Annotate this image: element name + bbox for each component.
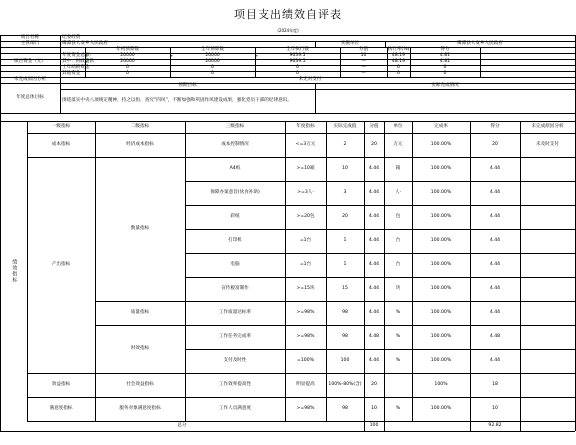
unfinished-reason xyxy=(520,397,575,421)
actual-value: 98 xyxy=(342,334,348,340)
actual-value: 15 xyxy=(342,286,348,292)
funds-cell: 0 xyxy=(296,71,299,77)
level1-satisfaction: 满意度指标 xyxy=(49,406,73,412)
project-name-value: 纪委经费 xyxy=(62,35,81,41)
score-max: 4.44 xyxy=(368,238,380,244)
unfinished-reason: 未及时支付 xyxy=(536,142,559,148)
annual-target: =1台 xyxy=(299,238,312,244)
unfinished-reason xyxy=(520,181,575,205)
level3-indicator: 成本控制情况 xyxy=(221,142,249,148)
funds-cell: 0 xyxy=(397,65,400,71)
cell-marker-icon xyxy=(171,55,173,57)
perf-header-1: 二级指标 xyxy=(130,124,150,130)
level2-social: 社会效益指标 xyxy=(126,382,154,388)
grid-line xyxy=(470,121,471,421)
unit: % xyxy=(395,334,401,340)
grid-line xyxy=(285,121,286,421)
annual-target: =100% xyxy=(297,358,314,364)
annual-target: >=15块 xyxy=(296,286,315,292)
unit: 人· xyxy=(394,190,402,196)
completion-rate: 100.00% xyxy=(430,166,452,172)
grid-line xyxy=(0,431,575,432)
funds-cell: 0 xyxy=(296,65,299,71)
grid-line xyxy=(255,47,256,77)
grid-line xyxy=(315,83,316,113)
project-name-label: 项目名称 xyxy=(20,35,40,41)
score: 10 xyxy=(492,406,498,412)
grid-line xyxy=(170,47,171,77)
grid-line xyxy=(520,421,521,431)
level3-indicator: 彩纸 xyxy=(230,214,240,220)
score: 4.44 xyxy=(489,190,501,196)
level3-indicator: 打印机 xyxy=(228,238,242,244)
reason-label: 未完成原因分析 xyxy=(13,77,47,83)
unfinished-reason xyxy=(520,349,575,373)
funds-cell: 20000 xyxy=(120,59,135,65)
funds-cell: 0 xyxy=(126,71,129,77)
unit: % xyxy=(395,358,401,364)
grid-line xyxy=(384,421,385,431)
score-max: 4.44 xyxy=(368,166,380,172)
level1-benefit: 效益指标 xyxy=(51,382,71,388)
funds-row-label: 其他资金 xyxy=(62,71,81,77)
funds-cell: 0 xyxy=(211,65,214,71)
funds-cell: 0 xyxy=(126,65,129,71)
unfinished-reason xyxy=(520,253,575,277)
unfinished-reason xyxy=(520,157,575,181)
perf-header-4: 实际完成值 xyxy=(333,124,357,130)
score-max: 4.44 xyxy=(368,190,380,196)
funds-header-5: 得分 xyxy=(440,47,450,53)
funds-cell: 0 xyxy=(211,71,214,77)
annual-target: >=20包 xyxy=(296,214,315,220)
grid-line xyxy=(520,121,521,421)
level2-quality: 质量指标 xyxy=(130,310,150,316)
actual-completion-text xyxy=(315,89,575,113)
completion-rate: 100.00% xyxy=(430,214,452,220)
funds-header-0: 年初预算数 xyxy=(116,47,139,53)
score-max: 20 xyxy=(371,142,377,148)
level3-indicator: A4纸 xyxy=(229,166,241,172)
perf-header-8: 得分 xyxy=(490,124,500,130)
funds-header-4: 执行率(%) xyxy=(387,47,410,53)
perf-header-3: 年度指标 xyxy=(296,124,315,130)
grid-line xyxy=(364,421,365,431)
grid-line xyxy=(95,121,96,421)
perf-header-9: 未完成原因分析 xyxy=(531,124,564,130)
funds-cell: 20000 xyxy=(205,59,220,65)
funds-header-2: 全年执行数 xyxy=(286,47,309,53)
level2-service: 服务对象满意度指标 xyxy=(119,406,161,412)
completion-rate: 100.00% xyxy=(430,238,452,244)
impl-label: 实施单位 xyxy=(340,41,360,47)
level3-indicator: 宣传板富制作 xyxy=(221,286,249,292)
completion-rate: 100% xyxy=(434,382,448,388)
grid-line xyxy=(480,47,481,77)
actual-value: 2 xyxy=(343,142,347,148)
cell-marker-icon xyxy=(256,55,258,57)
annual-target: <=3万元 xyxy=(295,142,316,148)
level2-quantity: 数量指标 xyxy=(130,226,150,232)
completion-rate: 100.00% xyxy=(430,262,452,268)
score: 4.44 xyxy=(489,358,501,364)
unit xyxy=(384,373,412,397)
level2-econ_cost: 经济成本指标 xyxy=(126,142,154,148)
funds-row-label: 其中：财政拨款 xyxy=(62,59,95,65)
actual-completion-header: 实际完成情况 xyxy=(431,83,459,89)
score-max: 4.44 xyxy=(368,358,380,364)
expected-goal-header: 预期目标 xyxy=(178,83,197,89)
grid-line xyxy=(410,47,411,77)
unfinished-reason xyxy=(520,301,575,325)
unit: 箱 xyxy=(395,166,401,172)
completion-rate: 100.00% xyxy=(430,334,452,340)
score-max: 4.48 xyxy=(368,334,380,340)
annual-target: >=3人· xyxy=(297,190,314,196)
funds-cell: — xyxy=(361,71,366,77)
unfinished-reason xyxy=(520,277,575,301)
perf-header-2: 三级指标 xyxy=(225,124,245,130)
level3-indicator: 工作效率提高性 xyxy=(218,382,252,388)
unit: % xyxy=(395,310,401,316)
expected-goal-text: 围绕落实中央八项规定精神，持之以恒，查究“四风”，不断加强和巩固作风建设成果，强化党员干部的纪律意识。 xyxy=(62,98,292,104)
score: 20 xyxy=(492,142,498,148)
score-max: 4.44 xyxy=(368,262,380,268)
unfinished-reason xyxy=(520,325,575,349)
grid-line xyxy=(340,47,341,77)
grid-line xyxy=(0,113,575,114)
dept-label: 主管部门 xyxy=(20,41,40,47)
funds-cell: — xyxy=(361,65,366,71)
actual-value: 98 xyxy=(342,406,348,412)
funds-cell: 48.19 xyxy=(391,53,406,59)
funds-cell: 10 xyxy=(360,53,367,59)
score: 4.44 xyxy=(489,310,501,316)
level3-indicator: 支付及时性 xyxy=(223,358,247,364)
grid-line xyxy=(470,421,471,431)
perf-header-6: 单位 xyxy=(393,124,403,130)
unfinished-reason xyxy=(520,373,575,397)
score-max: 10 xyxy=(371,406,377,412)
funds-cell: 4.81 xyxy=(439,53,451,59)
level3-indicator: 保障办案意旨(伙食补助) xyxy=(210,190,260,196)
grid-line xyxy=(27,121,28,421)
level3-indicator: 工作质量达标率 xyxy=(218,310,252,316)
funds-row-label: 年度资金总额： xyxy=(62,53,95,59)
actual-value: 100%-80%(含) xyxy=(328,382,362,388)
funds-row-label: 上年结转资金 xyxy=(62,65,90,71)
actual-value: 1 xyxy=(343,262,347,268)
completion-rate: 100.00% xyxy=(430,286,452,292)
annual-target: >=98% xyxy=(296,310,315,316)
funds-cell: 20000 xyxy=(205,53,220,59)
score: 4.44 xyxy=(489,286,501,292)
funds-cell: 9639.5 xyxy=(289,59,306,65)
grid-line xyxy=(364,121,365,421)
perf-header-7: 完成率 xyxy=(434,124,448,130)
grid-line xyxy=(60,83,61,113)
unpaid-note: 未无对支付 xyxy=(298,77,322,83)
score-max: 4.44 xyxy=(368,214,380,220)
actual-value: 100 xyxy=(340,358,350,364)
grid-line xyxy=(0,35,1,431)
funds-section-label: 项目资金（元） xyxy=(13,59,47,65)
completion-rate: 100.00% xyxy=(430,142,452,148)
funds-cell: 9639.5 xyxy=(289,53,306,59)
perf-header-5: 分值 xyxy=(369,124,379,130)
actual-value: 20 xyxy=(342,214,348,220)
performance-indicators-label: 绩效指标 xyxy=(11,259,18,283)
annual-target: =1台 xyxy=(299,262,312,268)
unit: % xyxy=(395,406,401,412)
funds-cell: 0 xyxy=(397,71,400,77)
annual-target: >=98% xyxy=(296,334,315,340)
actual-value: 3 xyxy=(343,190,347,196)
funds-cell: — xyxy=(361,59,366,65)
score: 18 xyxy=(492,382,498,388)
grid-line xyxy=(412,121,413,421)
grid-line xyxy=(326,121,327,421)
score: 4.44 xyxy=(489,166,501,172)
unit: 万元 xyxy=(393,142,403,148)
annual-target: >=98% xyxy=(296,406,315,412)
annual-target: >=10箱 xyxy=(296,166,315,172)
level3-indicator: 工作任务完成率 xyxy=(218,334,252,340)
funds-cell: 20000 xyxy=(120,53,135,59)
funds-header-3: 分值 xyxy=(358,47,369,53)
completion-rate: 100.00% xyxy=(430,190,452,196)
total-score: 92.82 xyxy=(488,423,502,429)
total-label: 总分 xyxy=(177,423,187,429)
score-max: 4.44 xyxy=(368,286,380,292)
score-max: 20 xyxy=(371,382,377,388)
completion-rate: 100.00% xyxy=(430,310,452,316)
completion-rate: 100.00% xyxy=(430,358,452,364)
grid-line xyxy=(384,121,385,421)
total-max: 100 xyxy=(369,423,379,429)
level2-timeliness: 时效指标 xyxy=(130,346,150,352)
annual-goal-label: 年度总体目标 xyxy=(16,95,44,101)
level3-indicator: 工作人员满意度 xyxy=(218,406,252,412)
funds-cell: 4.81 xyxy=(439,59,451,65)
score: 4.44 xyxy=(489,238,501,244)
funds-header-1: 全年预算数 xyxy=(201,47,224,53)
level3-indicator: 电脑 xyxy=(230,262,240,268)
funds-cell: 48.19 xyxy=(391,59,406,65)
year-note: (2024年度) xyxy=(277,28,299,33)
score: 4.44 xyxy=(489,214,501,220)
level1-output: 产出指标 xyxy=(51,262,71,268)
funds-cell: 0 xyxy=(443,65,447,71)
perf-header-0: 一级指标 xyxy=(51,124,71,130)
score-max: 4.44 xyxy=(368,310,380,316)
score: 4.44 xyxy=(489,262,501,268)
cell-marker-icon xyxy=(86,55,88,57)
unit: 台 xyxy=(395,238,401,244)
grid-line xyxy=(387,47,388,77)
level1-cost: 成本指标 xyxy=(51,142,71,148)
page-title: 项目支出绩效自评表 xyxy=(234,8,342,21)
unfinished-reason xyxy=(520,205,575,229)
completion-rate: 100.00% xyxy=(430,406,452,412)
unit: 台 xyxy=(395,262,401,268)
grid-line xyxy=(60,35,61,47)
actual-value: 1 xyxy=(343,238,347,244)
dept-value: 鹰潭县大安乡人民政府 xyxy=(62,41,108,47)
actual-value: 10 xyxy=(342,166,348,172)
cell-marker-icon xyxy=(86,61,88,63)
score: 4.48 xyxy=(489,334,501,340)
actual-value: 98 xyxy=(342,310,348,316)
unfinished-reason xyxy=(520,229,575,253)
unit: 块 xyxy=(395,286,401,292)
unit: 包 xyxy=(395,214,401,220)
funds-cell: 0 xyxy=(443,71,447,77)
annual-target: 明显提高 xyxy=(296,382,315,388)
impl-value: 鹰潭县大安乡人民政府 xyxy=(457,41,503,47)
grid-line xyxy=(185,121,186,421)
